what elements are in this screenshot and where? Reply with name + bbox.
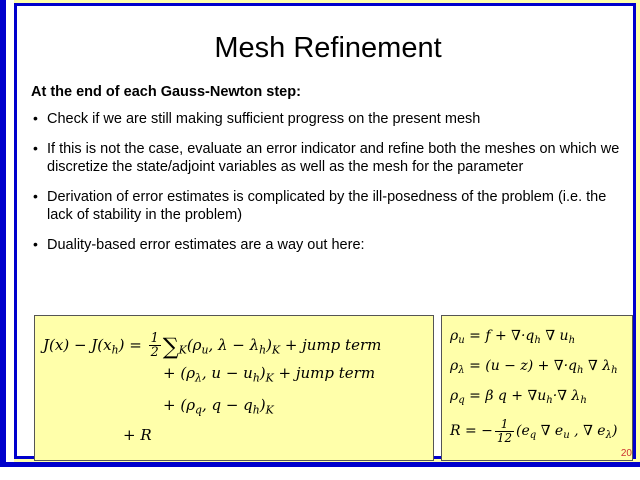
equation-line: + R [123,426,152,444]
equation-sub: u [201,343,209,357]
list-item: • Check if we are still making sufficient progress on the present mesh [31,110,627,129]
equation-text: ) [259,364,266,382]
equation-sub: h [611,365,618,377]
equation-box-left [34,315,434,461]
equation-text: + (ρ [163,396,196,414]
equation-text: = β q + ∇u [464,388,547,404]
equation-sub: K [265,371,274,385]
equation-sub: h [252,403,260,417]
equation-sub: h [580,395,587,407]
equation-text: ) [259,396,266,414]
equation-text: , u − u [201,364,253,382]
equation-text: , ∇ e [569,423,606,439]
list-item: • Derivation of error estimates is complicated by the ill-posedness of the problem (i.e. the lack of stability in the problem) [31,188,627,225]
page-number: 20 [620,448,632,459]
left-white-bar [6,0,14,480]
equation-text: (ρ [186,335,202,354]
equation-sub: K [178,343,187,357]
equation-text: ·∇ λ [552,388,581,404]
equation-line [163,364,375,384]
equation-text: ) [611,423,618,439]
equation-text: ρ [450,388,459,404]
list-item: • Duality-based error estimates are a way out here: [31,236,627,255]
equation-text: J(x) − J(x [43,335,112,354]
fraction-one-twelfth [495,418,514,444]
equation-sub: h [259,343,267,357]
equation-sub: q [458,395,465,407]
fraction-numerator: 1 [495,418,514,432]
fraction-denominator: 12 [496,430,513,445]
equation-text: R = − [450,423,493,439]
equation-text: + jump term [284,335,382,354]
list-item: • If this is not the case, evaluate an error indicator and refine both the meshes on which we discretize the state/adjoint variables as well as the mesh for the parameter [31,140,627,177]
equation-text: ρ [450,328,459,344]
equation-text: ∇ e [536,423,564,439]
equation-sub: u [563,430,570,442]
fraction-numerator: 1 [150,331,159,346]
slide-frame [14,3,636,459]
equation-text: ρ [450,358,459,374]
equation-sub: h [534,335,541,347]
equation-sub: λ [605,430,612,442]
equation-sub: u [458,335,465,347]
equation-sub: λ [195,371,202,385]
equation-sub: h [568,335,576,347]
equation-line [43,332,381,360]
equation-sub: h [577,365,584,377]
equation-line [450,358,618,376]
fraction-one-half [149,332,161,360]
page-title: Mesh Refinement [214,32,442,64]
equation-sub: λ [458,365,465,377]
equation-line [450,328,575,346]
summation-icon: ∑ [162,333,179,360]
bottom-white-bar [0,467,640,480]
fraction-denominator: 2 [150,345,159,361]
equation-line [450,388,587,406]
equation-text: + (ρ [163,364,196,382]
equation-text: , q − q [201,396,253,414]
equation-sub: K [265,403,274,417]
intro-text: At the end of each Gauss-Newton step: [31,84,301,100]
equation-text: + jump term [278,364,376,382]
equation-sub: h [546,395,553,407]
equation-box-right [441,315,633,461]
equation-sub: K [271,343,281,357]
equation-sub: q [195,403,202,417]
equation-text: ) [266,335,272,354]
equation-text: ∇ u [540,328,569,344]
equation-line [163,396,274,416]
equation-text: ∇ λ [583,358,612,374]
equation-sub: h [111,343,119,357]
bullet-list [31,110,627,265]
equation-text: ) = [118,335,142,354]
equation-text: = f + ∇·q [464,328,535,344]
equation-sub: h [252,371,260,385]
equation-text: (e [516,423,530,439]
equation-sub: q [529,430,537,442]
equation-text: , λ − λ [208,335,260,354]
equation-text: = (u − z) + ∇·q [464,358,578,374]
equation-line [450,418,617,444]
